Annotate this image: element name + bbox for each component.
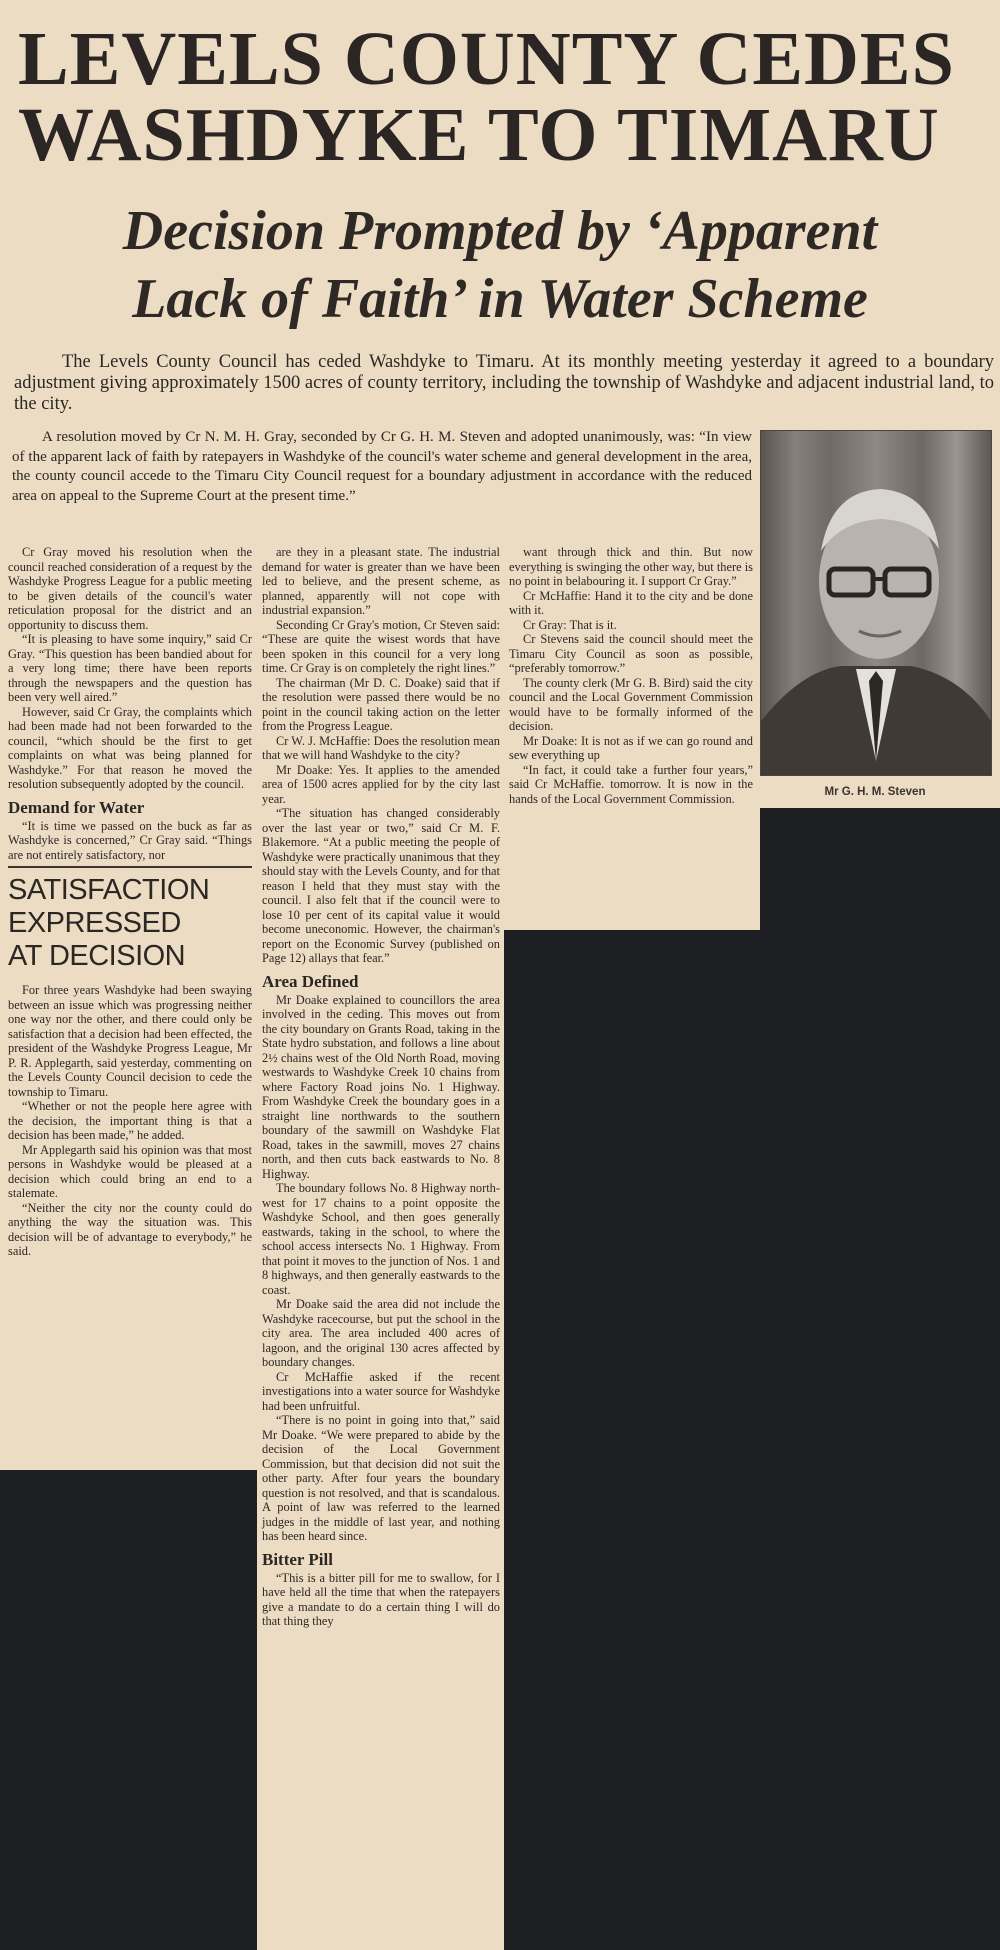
- paragraph: Seconding Cr Gray's motion, Cr Steven said: “These are quite the wisest words that have been spoken in this council for a very long time. Cr Gray is on completely the right lines.”: [262, 617, 500, 675]
- paragraph: The chairman (Mr D. C. Doake) said that if the resolution were passed there would be no point in the council taking action on the letter from the Progress League.: [262, 675, 500, 733]
- secondary-headline: [8, 866, 252, 973]
- paragraph: “There is no point in going into that,” said Mr Doake. “We were prepared to abide by the decision of the Local Government Commission, but that decision did not suit the other party. After four years the boundary question is not resolved, and that is scandalous. A point of law was referred to the learned judges in the middle of last year, and nothing has been heard since.: [262, 1413, 500, 1543]
- paragraph: For three years Washdyke had been swaying between an issue which was progressing neither one way nor the other, and there could only be satisfaction that a decision had been effected, the president of the Washdyke Progress League, Mr P. R. Applegarth, said yesterday, commenting on the Levels County Council decision to cede the township to Timaru.: [8, 983, 252, 1099]
- subhead-bitter-pill: Bitter Pill: [262, 1549, 333, 1569]
- subheadline-line-2: Lack of Faith’ in Water Scheme: [132, 268, 868, 330]
- subhead-area-defined: Area Defined: [262, 971, 359, 991]
- paragraph: However, said Cr Gray, the complaints which had been made had not been forwarded to the council, “which should be the first to get complaints on what was being planned for Washdyke.” For that reason he moved the resolution subsequently adopted by the council.: [8, 704, 252, 791]
- paragraph: Cr McHaffie asked if the recent investigations into a water source for Washdyke had been unfruitful.: [262, 1369, 500, 1413]
- subheadline-line-1: Decision Prompted by ‘Apparent: [122, 200, 878, 262]
- resolution-paragraph: A resolution moved by Cr N. M. H. Gray, seconded by Cr G. H. M. Steven and adopted unanimously, was: “In view of the apparent lack of faith by ratepayers in Washdyke of the council's water scheme and general development in the area, the county council accede to the Timaru City Council request for a boundary adjustment in accordance with the reduced area on appeal to the Supreme Court at the present time.”: [12, 429, 752, 504]
- lead-paragraph: The Levels County Council has ceded Washdyke to Timaru. At its monthly meeting yesterday it agreed to a boundary adjustment giving approximately 1500 acres of county territory, including the township of Washdyke and adjacent industrial land, to the city.: [14, 352, 994, 414]
- paragraph: Mr Doake: Yes. It applies to the amended area of 1500 acres applied for by the city last year.: [262, 762, 500, 806]
- article-column-2: [262, 545, 500, 1629]
- paragraph: Mr Doake said the area did not include the Washdyke racecourse, but put the school in the city area. The area included 400 acres of lagoon, and the original 130 acres affected by boundary changes.: [262, 1297, 500, 1369]
- subhead-demand-for-water: Demand for Water: [8, 797, 145, 817]
- paragraph: “This is a bitter pill for me to swallow, for I have held all the time that when the ratepayers give a mandate to do a certain thing I will do that thing they: [262, 1570, 500, 1628]
- portrait-photo: [760, 430, 992, 776]
- secondary-headline-line-3: AT DECISION: [8, 940, 186, 972]
- paragraph: Cr McHaffie: Hand it to the city and be done with it.: [509, 588, 753, 617]
- headline-line-2: WASHDYKE TO TIMARU: [18, 93, 940, 177]
- photo-caption: Mr G. H. M. Steven: [824, 786, 926, 798]
- paragraph: Mr Doake explained to councillors the area involved in the ceding. This moves out from the city boundary on Grants Road, taking in the State hydro substation, and follows a line about 2½ chains west of the Old North Road, moving westwards to Washdyke Creek 10 chains from where Factory Road joins No. 1 Highway. From Washdyke Creek the boundary goes in a straight line northwards to the southern boundary of the sawmill on Washdyke Flat Road, takes in the sawmill, moves 27 chains north, and then cuts back eastwards to No. 8 Highway.: [262, 992, 500, 1181]
- secondary-headline-line-2: EXPRESSED: [8, 907, 181, 939]
- paragraph: The boundary follows No. 8 Highway north-west for 17 chains to a point opposite the Washdyke School, and then goes generally eastwards, taking in the school, to where the school access intersects No. 1 Highway. From that point it moves to the junction of Nos. 1 and 8 highways, and then generally eastwards to the coast.: [262, 1181, 500, 1297]
- paragraph: The county clerk (Mr G. B. Bird) said the city council and the Local Government Commission would have to be formally informed of the decision.: [509, 675, 753, 733]
- paragraph: Cr Stevens said the council should meet the Timaru City Council as soon as possible, “preferably tomorrow.”: [509, 632, 753, 675]
- paragraph: Cr Gray: That is it.: [523, 617, 617, 632]
- paragraph: want through thick and thin. But now everything is swinging the other way, but there is no point in belabouring it. I support Cr Gray.”: [509, 545, 753, 588]
- paragraph: “Whether or not the people here agree with the decision, the important thing is that a decision has been made,” he added.: [8, 1099, 252, 1142]
- headline-line-1: LEVELS COUNTY CEDES: [18, 17, 955, 101]
- paragraph: “The situation has changed considerably over the last year or two,” said Cr M. F. Blakemore. “At a public meeting the people of Washdyke were practically unanimous that they should stay with the Levels County, and for that reason I held that they must stay with the council. I also felt that if the council were to lose 10 per cent of its capital value it would become uneconomic. However, the chairman's report on the Economic Survey (published on Page 12) allays that fear.”: [262, 806, 500, 965]
- paragraph: Mr Doake: It is not as if we can go round and sew everything up: [509, 733, 753, 762]
- portrait-image: [761, 431, 991, 775]
- paragraph: “It is pleasing to have some inquiry,” said Cr Gray. “This question has been bandied about for a very long time; there have been reports through the newspapers and the question has been very well aired.”: [8, 632, 252, 704]
- article-column-1: [8, 545, 252, 1259]
- secondary-headline-line-1: SATISFACTION: [8, 874, 210, 906]
- paragraph: are they in a pleasant state. The industrial demand for water is greater than we have been led to believe, and the present scheme, as planned, apparently will not cope with industrial expansion.”: [262, 545, 500, 617]
- article-column-3: [509, 545, 753, 806]
- paragraph: Mr Applegarth said his opinion was that most persons in Washdyke would be pleased at a decision which could bring an end to a stalemate.: [8, 1142, 252, 1200]
- paragraph: Cr W. J. McHaffie: Does the resolution mean that we will hand Washdyke to the city?: [262, 733, 500, 762]
- paragraph: Cr Gray moved his resolution when the council reached consideration of a request by the Washdyke Progress League for a public meeting to be given details of the council's water reticulation proposal for the district and an opportunity to discuss them.: [8, 545, 252, 632]
- paragraph: “Neither the city nor the county could do anything the way the situation was. This decision will be of advantage to everybody,” he said.: [8, 1200, 252, 1258]
- paragraph: “In fact, it could take a further four years,” said Cr McHaffie. tomorrow. It is now in the hands of the Local Government Commission.: [509, 762, 753, 806]
- paragraph: “It is time we passed on the buck as far as Washdyke is concerned,” Cr Gray said. “Things are not entirely satisfactory, nor: [8, 818, 252, 862]
